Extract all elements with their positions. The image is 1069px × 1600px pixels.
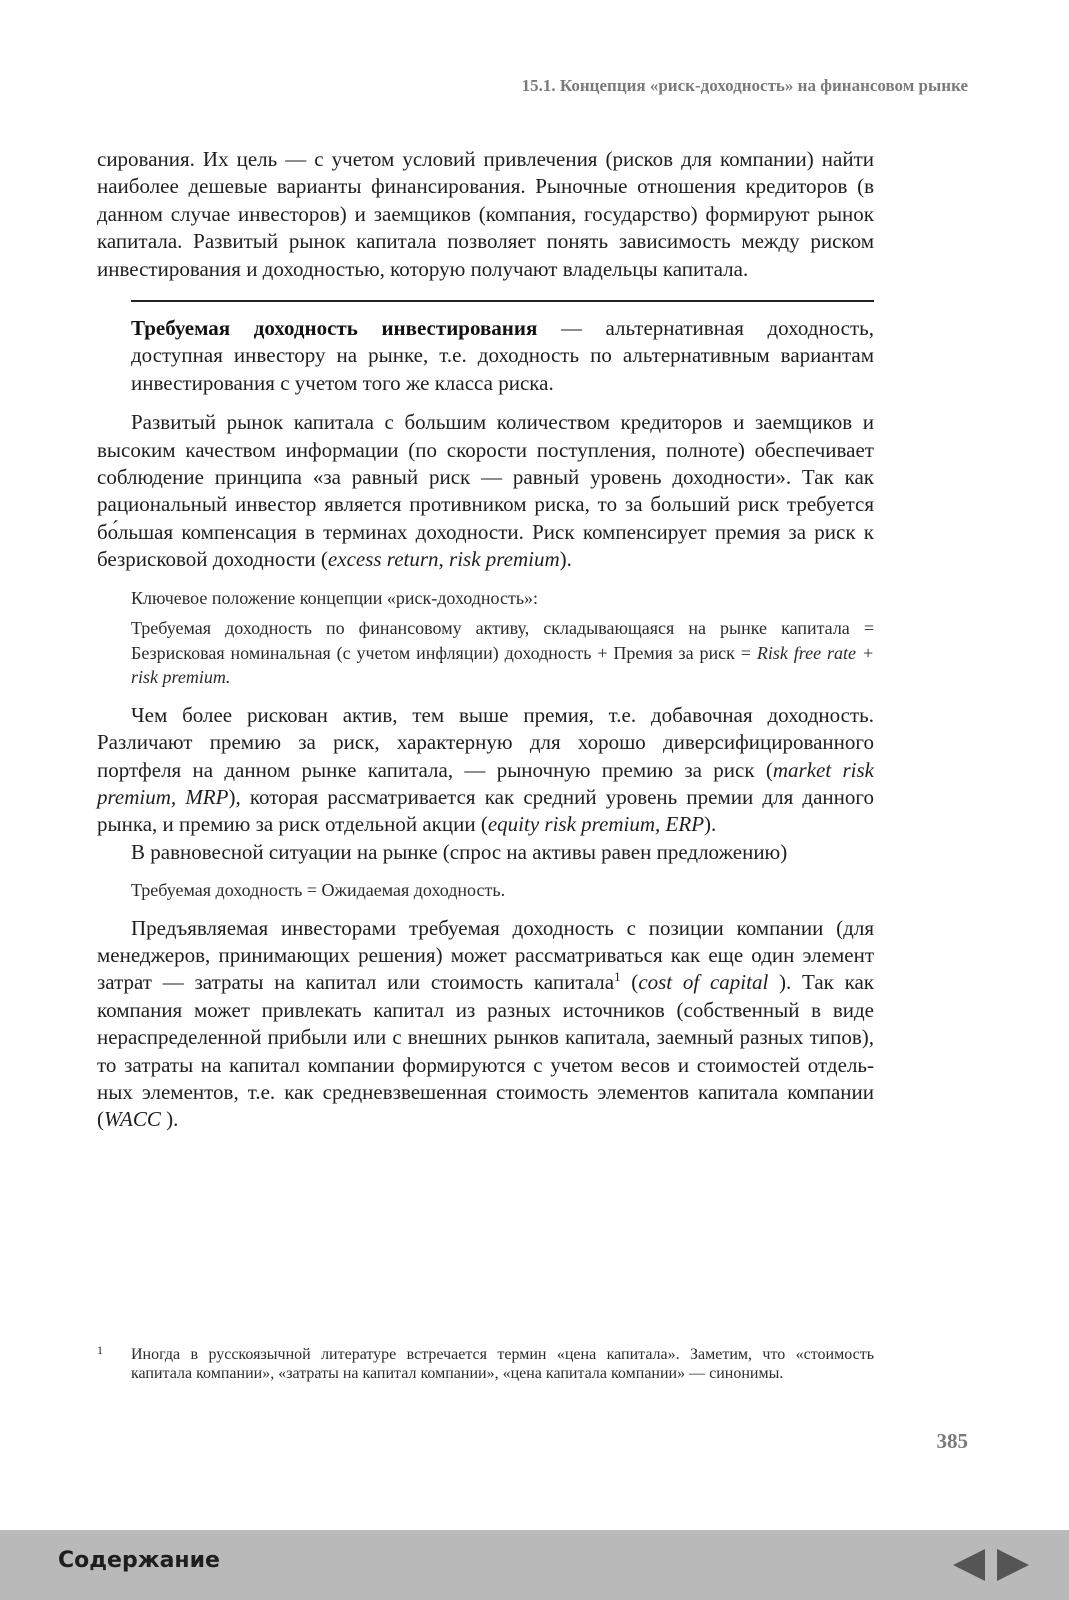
paragraph-text-end: ).: [559, 547, 572, 572]
definition-text: — альтернативная доходность, доступная инвестору на рынке, т.е. доходность по альтернативным вариантам инвестирования с учетом того же класса риска.: [131, 316, 874, 395]
page-number: 385: [936, 1429, 968, 1453]
paragraph-italic-term: cost of capital: [638, 970, 769, 995]
paragraph-text: Развитый рынок капитала с большим количеством кредиторов и заемщиков и высоким качеством информации (по скорости поступления, полноте) обеспечивает соблюдение принципа «за равный риск — равный уровень доходности». Так как рациональный инвестор является противником риска, то за больший риск требуется бо́льшая компенсация в терминах доходности. Риск компенсирует премия за риск к безрисковой доходности (: [97, 410, 874, 572]
equality-statement: Требуемая доходность = Ожидаемая доходность.: [131, 880, 506, 901]
paragraph-text-mid: ). Так как компания может привлекать капитал из разных источников (собственный в виде нераспределенной прибыли или с внешних рынков капитала, заемный разных типов), то затраты на капитал компании формируются с учетом весов и стоимостей отдельных элементов, т.е. как средневзвешенная стоимость элементов капитала компании (: [97, 970, 875, 1132]
footnote-reference[interactable]: 1: [614, 969, 621, 985]
paragraph-italic-term: excess return, risk premium: [327, 547, 560, 572]
triangle-left-icon[interactable]: [953, 1549, 985, 1581]
paragraph-cost-of-capital: [97, 915, 874, 1134]
key-position-label: Ключевое положение концепции «риск-доходность»:: [131, 587, 539, 608]
page-body: [97, 146, 874, 1134]
paragraph-text-end: ).: [704, 812, 717, 837]
navigation-bar: [0, 1530, 1069, 1600]
paragraph-text-open: (: [620, 970, 639, 995]
paragraph-text: Чем более рискован актив, тем выше премия, т.е. добавочная доходность. Различают премию за риск, характерную для хорошо диверсифицированного портфеля на данном рынке капитала, — рыночную премию за риск (: [97, 702, 874, 782]
paragraph-capital-market: [97, 409, 874, 573]
definition-paragraph: [131, 315, 874, 397]
paragraph-italic-term: market risk premium, MRP: [97, 757, 874, 809]
paragraph-continuation: сирования. Их цель — с учетом условий привлечения (рисков для компании) найти наиболее дешевые варианты финансирования. Рыночные отношения кредиторов (в данном случае инвесторов) и заемщиков (компания, государство) формируют рынок капитала. Развитый рынок капитала позволяет понять зависимость между риском инвестирования и доходностью, которую получают владельцы капитала.: [97, 147, 874, 281]
paragraph-equilibrium: В равновесной ситуации на рынке (спрос на активы равен предложению): [131, 839, 788, 864]
paragraph-italic-term: WACC: [104, 1107, 161, 1132]
footnote: [97, 1345, 874, 1383]
formula-text: Требуемая доходность по финансовому активу, складывающаяся на рынке капитала = Безрисковая номинальная (с учетом инфляции) доходность + Премия за риск =: [131, 618, 874, 663]
definition-rule: [131, 300, 874, 302]
running-head: 15.1. Концепция «риск-доходность» на финансовом рынке: [521, 76, 968, 95]
footnote-text: Иногда в русскоязычной литературе встречается термин «цена капитала». Заметим, что «стоимость капитала компании», «затраты на капитал компании», «цена капитала компании» — синонимы.: [131, 1346, 874, 1382]
triangle-right-icon[interactable]: [997, 1549, 1029, 1581]
paragraph-text-end: ).: [160, 1107, 179, 1132]
footnote-number: 1: [97, 1343, 103, 1357]
formula-statement: [131, 616, 874, 690]
paragraph-italic-term: equity risk premium, ERP: [487, 812, 705, 837]
formula-italic: Risk free rate + risk premium.: [131, 642, 874, 688]
paragraph-text: Предъявляемая инвесторами требуемая доходность с позиции компании (для менеджеров, принимающих решения) может рассматриваться как еще один элемент затрат — затраты на капитал или стоимость капитала: [97, 915, 874, 995]
definition-term: Требуемая доходность инвестирования: [131, 316, 538, 341]
toc-link[interactable]: Содержание: [58, 1548, 220, 1573]
paragraph-text-mid: ), которая рассматривается как средний уровень премии для данного рынка, и премию за риск отдельной акции (: [97, 784, 874, 837]
paragraph-risk-premium: [97, 702, 874, 839]
